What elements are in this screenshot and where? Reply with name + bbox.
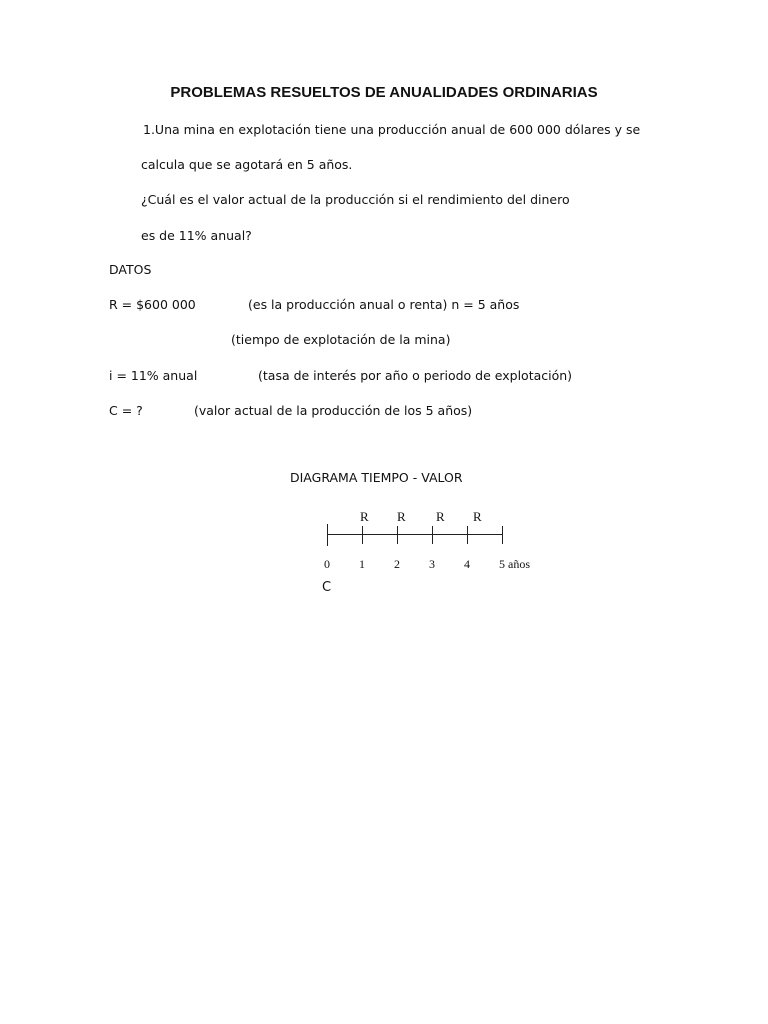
payment-label: R [436,509,445,524]
timeline-axis [327,534,503,535]
present-value-unknown: C = ? [109,403,143,418]
timeline-tick [327,524,328,546]
period-label: 3 [429,557,435,571]
term-description: (tiempo de explotación de la mina) [231,332,451,347]
problem-line-2: calcula que se agotará en 5 años. [141,157,353,172]
rent-value: R = $600 000 [109,297,196,312]
period-label: 5 años [499,557,530,571]
timeline-tick [362,526,363,544]
timeline-tick [467,526,468,544]
timeline-tick [502,526,503,544]
diagram-title: DIAGRAMA TIEMPO - VALOR [290,470,463,485]
interest-value: i = 11% anual [109,368,198,383]
period-label: 4 [464,557,470,571]
period-label: 0 [324,557,330,571]
present-value-label: C [322,580,332,595]
problem-question-line-1: ¿Cuál es el valor actual de la producción si el rendimiento del dinero [141,192,570,207]
problem-question-line-2: es de 11% anual? [141,228,252,243]
payment-label: R [473,509,482,524]
timeline-tick [397,526,398,544]
document-title: PROBLEMAS RESUELTOS DE ANUALIDADES ORDINARIAS [170,84,598,101]
payment-label: R [360,509,369,524]
interest-description: (tasa de interés por año o periodo de explotación) [258,368,573,383]
datos-heading: DATOS [109,262,152,277]
period-label: 2 [394,557,400,571]
payment-label: R [397,509,406,524]
rent-description: (es la producción anual o renta) n = 5 años [248,297,520,312]
present-value-description: (valor actual de la producción de los 5 años) [194,403,473,418]
timeline-tick [432,526,433,544]
period-label: 1 [359,557,365,571]
problem-line-1: 1.Una mina en explotación tiene una producción anual de 600 000 dólares y se [143,122,641,137]
